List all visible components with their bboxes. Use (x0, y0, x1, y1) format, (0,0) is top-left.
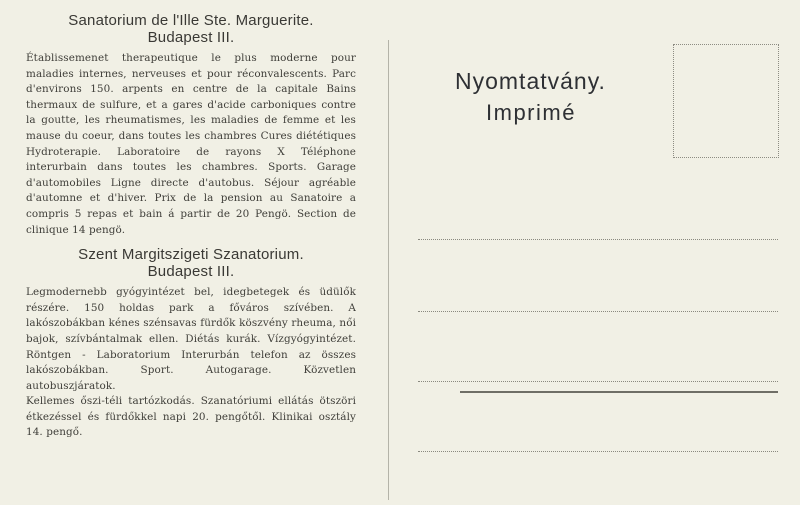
paragraph-hungarian-2: Kellemes őszi-téli tartózkodás. Szanatóriumi ellátás ötszöri étkezéssel és fürdőkkel napi 20. pengőtől. Klinikai osztály 14. pengő. (26, 395, 356, 439)
paragraph-hungarian: Legmodernebb gyógyintézet bel, idegbetegek és üdülők részére. 150 holdas park a főváros szívében. A lakószobákban kénes szénsavas fürdők köszvény rheuma, női bajok, szívbántalmak ellen. Diétás kurák. Vízgyógyintézet. Röntgen - Laboratorium Interurbán telefon az összes lakószobákban. Sport. Autogarage. Közvetlen autobuszjáratok. (26, 286, 356, 392)
address-line-2 (418, 311, 778, 312)
heading-hungarian-line1: Szent Margitszigeti Szanatorium. (78, 246, 304, 264)
address-line-3 (418, 381, 778, 382)
printed-matter-subtitle: Imprimé (486, 100, 576, 125)
printed-matter-title: Nyomtatvány. (455, 68, 606, 94)
message-column (26, 12, 356, 441)
address-underline (460, 391, 778, 393)
heading-french-line1: Sanatorium de l'Ille Ste. Marguerite. (68, 12, 314, 29)
center-divider (388, 40, 389, 500)
paragraph-french: Établissemenet therapeutique le plus moderne pour maladies internes, nerveuses et pour réconvalescents. Parc d'environs 150. arpents en centre de la capitale Bains thermaux de sulfure, et a gares d'acide carboniques contre la goutte, les rheumatismes, les maladies de femme et les mause du coeur, dans toutes les chambres Cures diététiques Hydroterapie. Laboratoire de rayons X Téléphone interurbain dans toutes les chambres. Sports. Garage d'automobiles Ligne directe d'autobus. Séjour agréable d'automne et d'hiver. Prix de la pension au Sanatoire a compris 5 repas et bain á partir de 20 Pengö. Section de clinique 14 pengö. (26, 52, 356, 236)
heading-hungarian-line2: Budapest III. (147, 263, 235, 281)
address-line-1 (418, 239, 778, 240)
heading-french-line2: Budapest III. (147, 29, 235, 46)
address-line-4 (418, 451, 778, 452)
stamp-box (673, 44, 779, 158)
heading-french (26, 12, 356, 46)
heading-hungarian (26, 246, 356, 280)
